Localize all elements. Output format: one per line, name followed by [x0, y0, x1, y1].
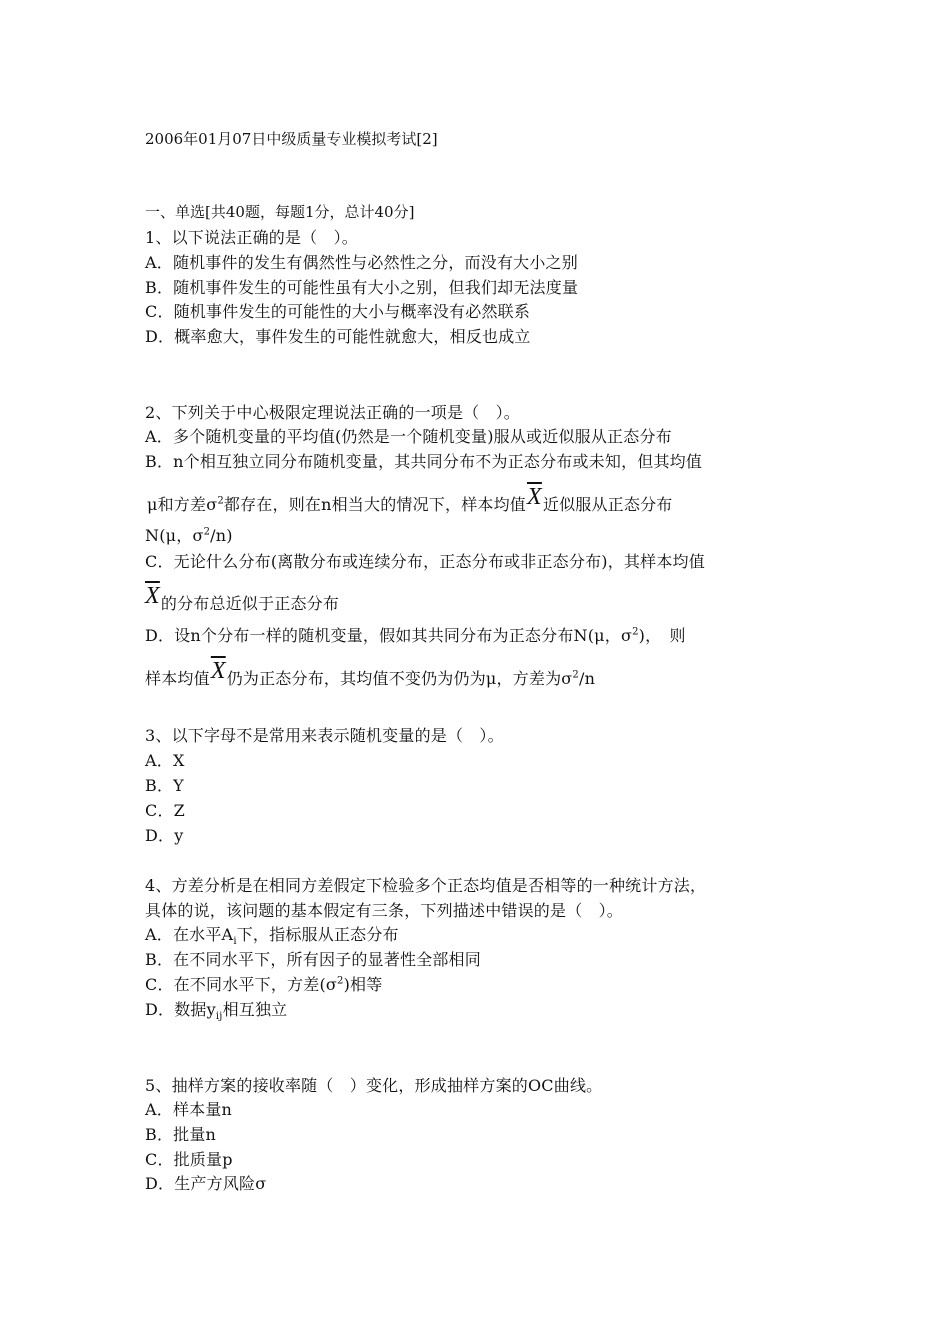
squared-superscript: 2	[632, 626, 639, 638]
question-3-option-c: C．Z	[145, 801, 185, 820]
question-2-option-d-line2	[145, 658, 596, 691]
d2-post-text: /n	[578, 669, 596, 688]
b3-pre-text: N(μ，σ	[145, 526, 204, 545]
squared-superscript: 2	[217, 495, 224, 507]
question-4-option-b: B．在不同水平下，所有因子的显著性全部相同	[145, 950, 481, 969]
question-1-option-b: B．随机事件发生的可能性虽有大小之别，但我们却无法度量	[145, 278, 579, 297]
question-2-option-b-line2	[145, 484, 673, 517]
question-1-stem: 1、以下说法正确的是（ ）。	[145, 228, 358, 247]
q4-a-post-text: 下，指标服从正态分布	[236, 925, 399, 944]
x-bar-symbol: $\overline{X}$	[527, 484, 542, 510]
question-4-stem-line1: 4、方差分析是在相同方差假定下检验多个正态均值是否相等的一种统计方法，	[145, 876, 707, 895]
question-3-option-a: A．X	[145, 751, 185, 770]
d1-pre-text: D．设n个分布一样的随机变量，假如其共同分布为正态分布N(μ，σ	[145, 626, 633, 645]
q4-c-pre-text: C．在不同水平下，方差(σ	[145, 975, 338, 994]
question-3-option-b: B．Y	[145, 776, 184, 795]
subscript-i: i	[233, 936, 237, 948]
question-2-option-a: A．多个随机变量的平均值(仍然是一个随机变量)服从或近似服从正态分布	[145, 427, 672, 446]
b2-pre-text: μ和方差σ	[147, 495, 218, 514]
question-3-option-d: D．y	[145, 826, 184, 845]
section-heading: 一、单选[共40题，每题1分，总计40分]	[145, 203, 415, 221]
subscript-ij: ij	[215, 1011, 223, 1023]
question-5-option-c: C．批质量p	[145, 1150, 233, 1169]
question-2-stem: 2、下列关于中心极限定理说法正确的一项是（ ）。	[145, 403, 520, 422]
question-1-option-c: C．随机事件发生的可能性的大小与概率没有必然联系	[145, 302, 531, 321]
squared-superscript: 2	[203, 526, 211, 538]
question-1-option-a: A．随机事件的发生有偶然性与必然性之分，而没有大小之别	[145, 253, 578, 272]
question-2-option-c-line2	[145, 583, 340, 616]
b3-post-text: /n)	[210, 526, 233, 545]
question-4-option-a	[145, 923, 399, 947]
q4-d-pre-text: D．数据y	[145, 1000, 216, 1019]
document-title: 2006年01月07日中级质量专业模拟考试[2]	[145, 130, 438, 148]
squared-superscript: 2	[572, 669, 579, 681]
x-bar-symbol: $\overline{X}$	[210, 658, 226, 684]
q4-a-pre-text: A．在水平A	[145, 925, 234, 944]
question-1-option-d: D．概率愈大，事件发生的可能性就愈大，相反也成立	[145, 327, 531, 346]
question-2-option-c-line1: C．无论什么分布(离散分布或连续分布，正态分布或非正态分布)，其样本均值	[145, 552, 705, 571]
x-bar-symbol: $\overline{X}$	[145, 583, 160, 609]
d1-post-text: )， 则	[638, 626, 686, 645]
question-5-option-b: B．批量n	[145, 1125, 217, 1144]
question-4-stem-line2: 具体的说，该问题的基本假定有三条，下列描述中错误的是（ ）。	[145, 901, 624, 920]
squared-superscript: 2	[337, 975, 344, 987]
d2-pre-text: 样本均值	[145, 669, 210, 688]
question-2-option-b-line1: B．n个相互独立同分布随机变量，其共同分布不为正态分布或未知，但其均值	[145, 452, 703, 471]
question-5-stem: 5、抽样方案的接收率随（ ）变化，形成抽样方案的OC曲线。	[145, 1076, 603, 1095]
d2-mid-text: 仍为正态分布，其均值不变仍为仍为μ，方差为σ	[226, 669, 573, 688]
question-2-option-b-line3	[145, 524, 233, 548]
c2-post-text: 的分布总近似于正态分布	[160, 594, 340, 613]
question-5-option-a: A．样本量n	[145, 1100, 233, 1119]
q4-d-post-text: 相互独立	[222, 1000, 288, 1019]
b2-mid-text: 都存在，则在n相当大的情况下，样本均值	[223, 495, 526, 514]
question-4-option-d	[145, 998, 287, 1022]
q4-c-post-text: )相等	[343, 975, 383, 994]
question-3-stem: 3、以下字母不是常用来表示随机变量的是（ ）。	[145, 726, 504, 745]
question-5-option-d: D．生产方风险σ	[145, 1174, 267, 1193]
question-4-option-c	[145, 973, 382, 997]
b2-post-text: 近似服从正态分布	[542, 495, 673, 514]
question-2-option-d-line1	[145, 624, 686, 648]
